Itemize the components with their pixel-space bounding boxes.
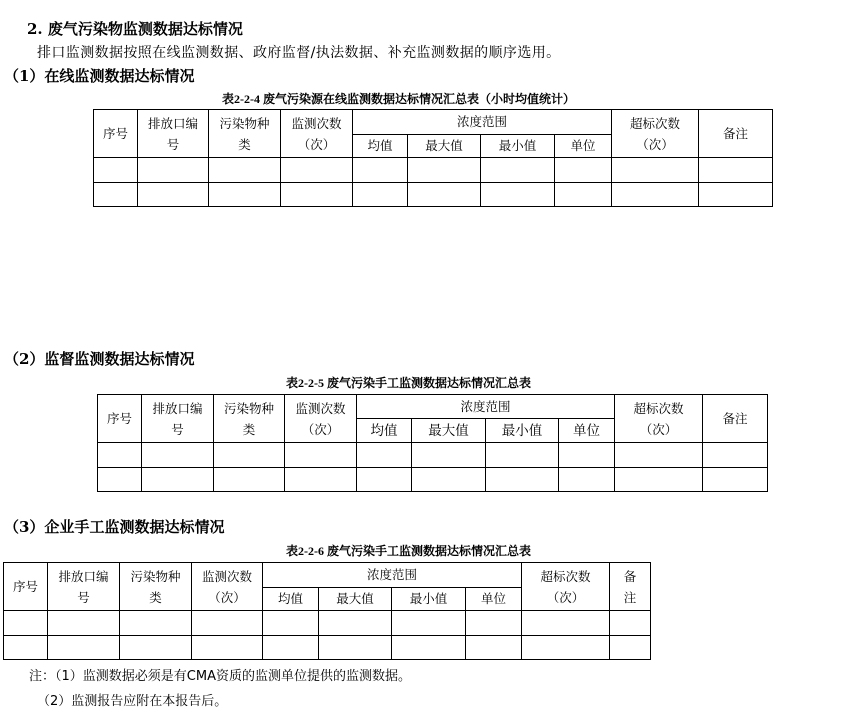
table-2-2-5-caption: 表2-2-5 废气污染手工监测数据达标情况汇总表 <box>286 376 531 390</box>
note-line-2: （2）监测报告应附在本报告后。 <box>37 694 228 709</box>
header-min: 最小值 <box>392 588 466 611</box>
table-row <box>4 611 651 636</box>
header-range: 浓度范围 <box>353 110 612 135</box>
header-remark: 备注 <box>703 395 768 443</box>
header-range: 浓度范围 <box>357 395 615 419</box>
subsection-3-title: （3）企业手工监测数据达标情况 <box>4 518 225 536</box>
header-pollutant: 污染物种 类 <box>209 110 281 158</box>
header-seq: 序号 <box>4 563 48 611</box>
header-outlet: 排放口编 号 <box>142 395 214 443</box>
header-unit: 单位 <box>555 135 612 158</box>
header-pollutant: 污染物种 类 <box>214 395 285 443</box>
header-count: 监测次数 （次） <box>281 110 353 158</box>
header-avg: 均值 <box>263 588 319 611</box>
section-title: 2. 废气污染物监测数据达标情况 <box>27 20 243 38</box>
table-2-2-5 <box>97 394 768 492</box>
header-max: 最大值 <box>412 419 486 443</box>
header-count: 监测次数 （次） <box>285 395 357 443</box>
subsection-1-title: （1）在线监测数据达标情况 <box>4 67 195 85</box>
header-range: 浓度范围 <box>263 563 522 588</box>
header-seq: 序号 <box>94 110 138 158</box>
subsection-2-title: （2）监督监测数据达标情况 <box>4 350 195 368</box>
table-2-2-6 <box>3 562 651 660</box>
header-exceed: 超标次数 （次） <box>522 563 610 611</box>
header-exceed: 超标次数 （次） <box>615 395 703 443</box>
header-min: 最小值 <box>486 419 559 443</box>
intro-paragraph: 排口监测数据按照在线监测数据、政府监督/执法数据、补充监测数据的顺序选用。 <box>37 45 561 61</box>
header-seq: 序号 <box>98 395 142 443</box>
header-max: 最大值 <box>408 135 481 158</box>
header-outlet: 排放口编 号 <box>138 110 209 158</box>
header-remark: 备 注 <box>610 563 651 611</box>
header-outlet: 排放口编 号 <box>48 563 120 611</box>
table-2-2-4 <box>93 109 773 207</box>
table-row <box>4 636 651 660</box>
header-min: 最小值 <box>481 135 555 158</box>
header-count: 监测次数 （次） <box>192 563 263 611</box>
header-remark: 备注 <box>699 110 773 158</box>
header-pollutant: 污染物种 类 <box>120 563 192 611</box>
header-max: 最大值 <box>319 588 392 611</box>
header-unit: 单位 <box>466 588 522 611</box>
table-row <box>94 183 773 207</box>
header-avg: 均值 <box>357 419 412 443</box>
table-row <box>98 443 768 468</box>
header-exceed: 超标次数 （次） <box>612 110 699 158</box>
table-2-2-6-caption: 表2-2-6 废气污染手工监测数据达标情况汇总表 <box>286 544 531 558</box>
table-2-2-4-caption: 表2-2-4 废气污染源在线监测数据达标情况汇总表（小时均值统计） <box>222 92 575 106</box>
note-line-1: 注：（1）监测数据必须是有CMA资质的监测单位提供的监测数据。 <box>29 669 411 684</box>
table-row <box>98 468 768 492</box>
table-row <box>94 158 773 183</box>
header-unit: 单位 <box>559 419 615 443</box>
header-avg: 均值 <box>353 135 408 158</box>
